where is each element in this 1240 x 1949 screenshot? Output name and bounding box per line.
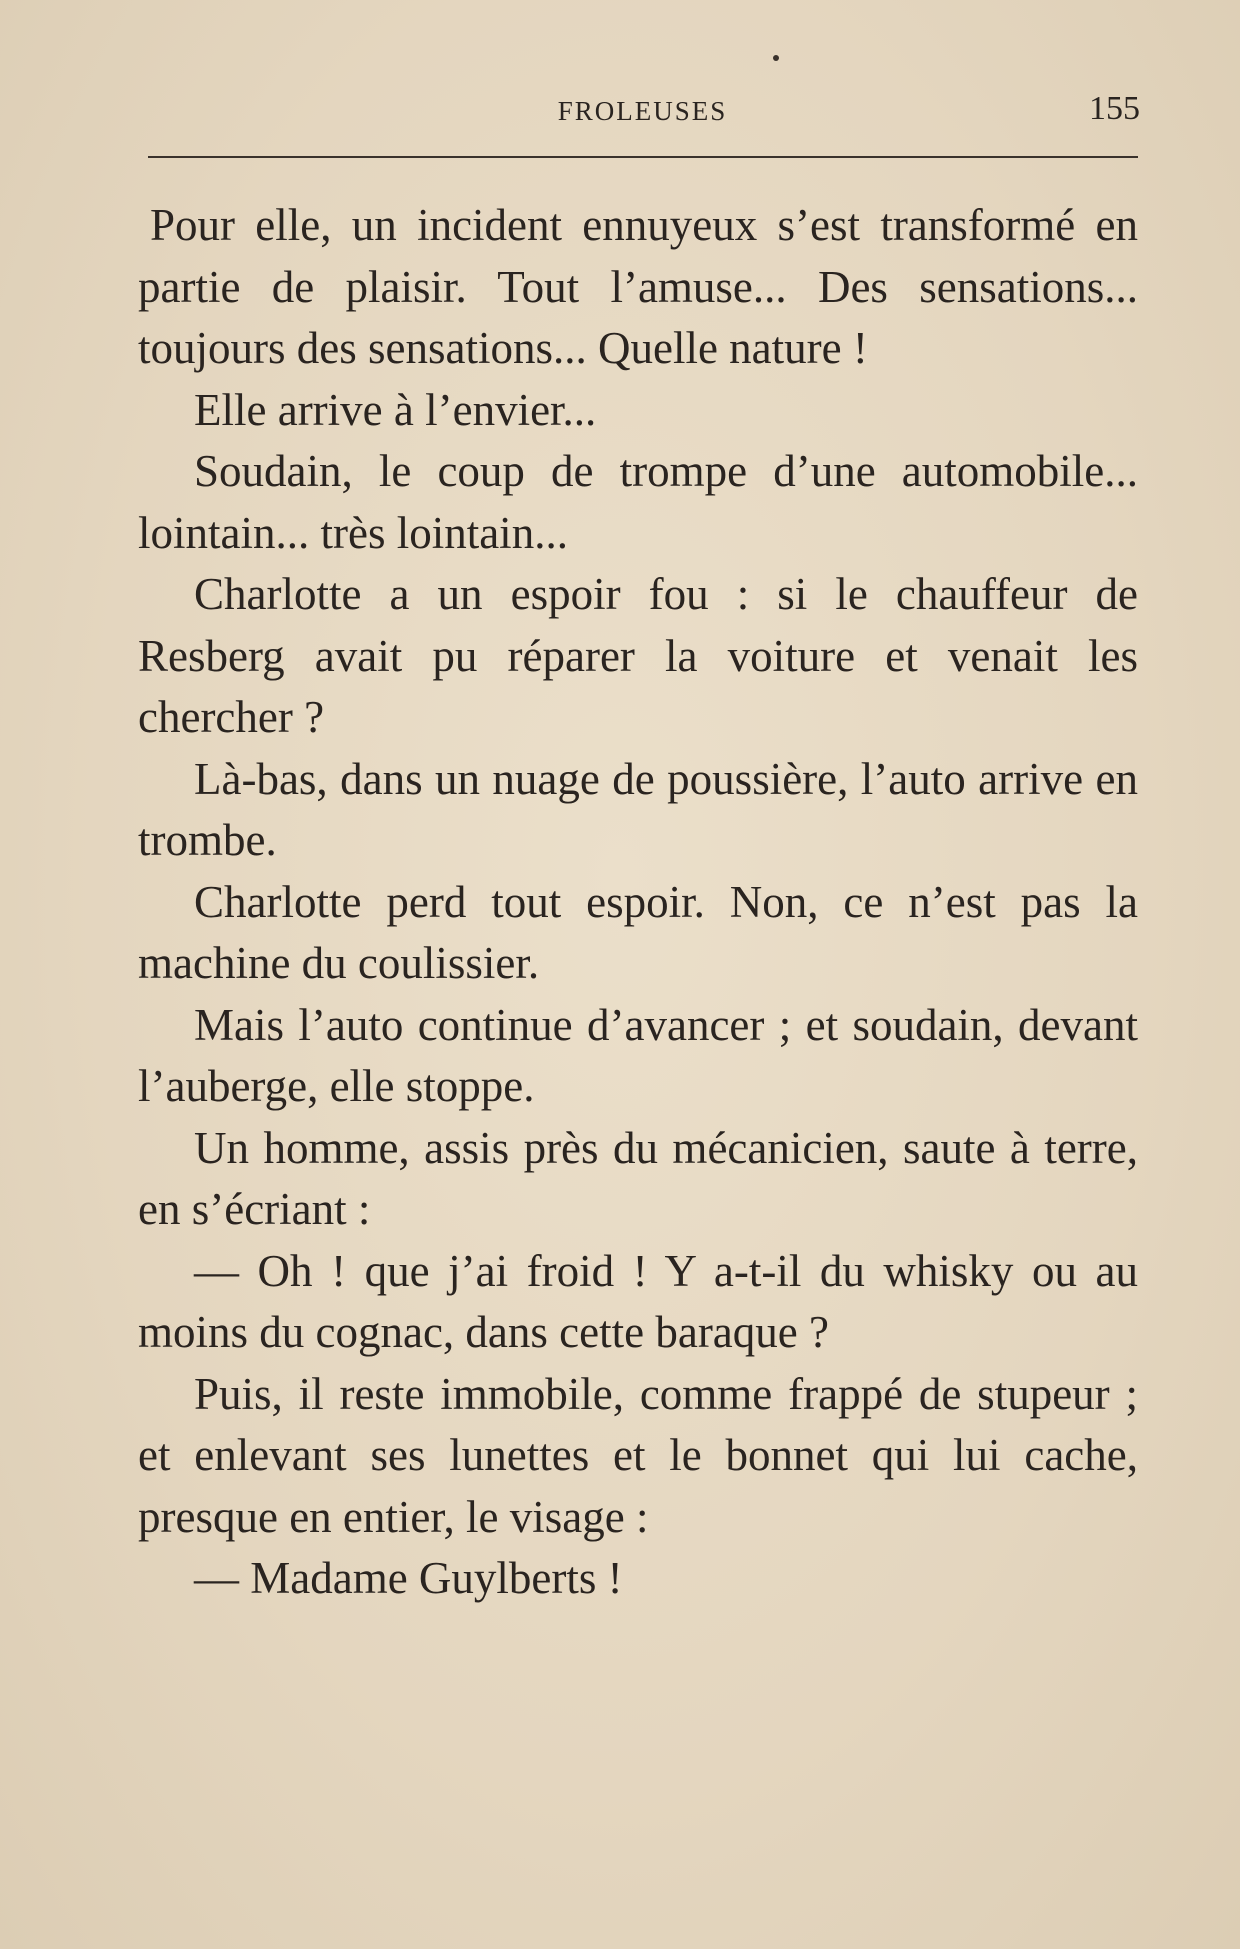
- paragraph: Un homme, assis près du mécanicien, saute à terre, en s’écriant :: [138, 1122, 1138, 1234]
- paragraph: — Madame Guylberts !: [194, 1553, 623, 1603]
- paragraph: — Oh ! que j’ai froid ! Y a-t-il du whisky ou au moins du cognac, dans cette baraque ?: [138, 1245, 1138, 1357]
- header-rule: [148, 156, 1138, 158]
- paragraph: Soudain, le coup de trompe d’une automobile... lointain... très lointain...: [138, 446, 1138, 558]
- running-title: FROLEUSES: [557, 96, 728, 126]
- page-header: [145, 90, 1140, 130]
- page-number: 155: [1089, 90, 1140, 127]
- printer-speck: [773, 55, 779, 61]
- paragraph: Mais l’auto continue d’avancer ; et soudain, devant l’auberge, elle stoppe.: [138, 999, 1138, 1111]
- paragraph: Charlotte perd tout espoir. Non, ce n’est pas la machine du coulissier.: [138, 876, 1138, 988]
- paragraph: Pour elle, un incident ennuyeux s’est transformé en partie de plaisir. Tout l’amuse... Des sensations... toujours des sensations... Quelle nature !: [138, 200, 1138, 373]
- paragraph: Là-bas, dans un nuage de poussière, l’auto arrive en trombe.: [138, 753, 1138, 865]
- paragraph: Puis, il reste immobile, comme frappé de stupeur ; et enlevant ses lunettes et le bonnet qui lui cache, presque en entier, le visage :: [138, 1368, 1138, 1542]
- paragraph: Elle arrive à l’envier...: [194, 384, 597, 435]
- paragraph: Charlotte a un espoir fou : si le chauffeur de Resberg avait pu réparer la voiture et venait les chercher ?: [138, 569, 1138, 742]
- body-text: [138, 195, 1138, 1610]
